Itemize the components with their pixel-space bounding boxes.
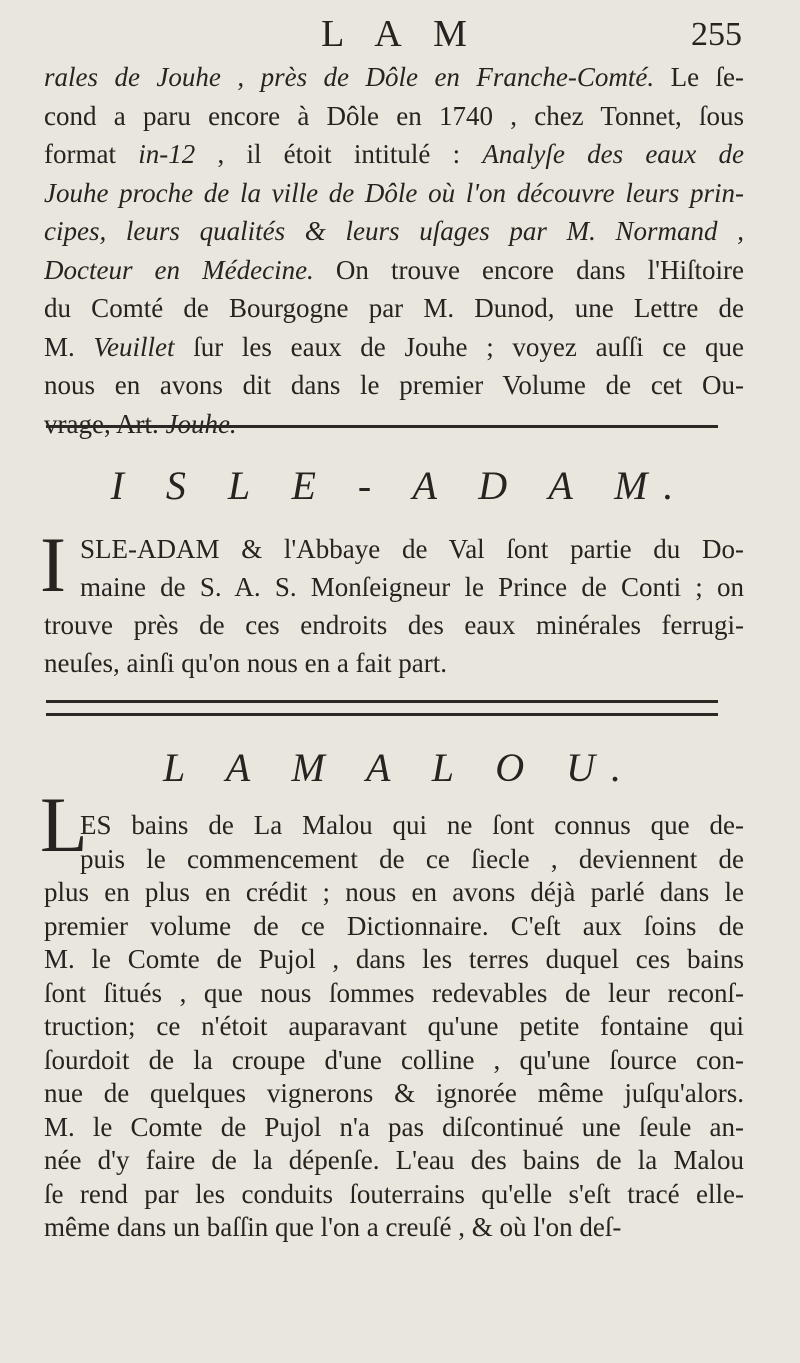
roman-text: née d'y faire de la dépenſe. L'eau des bains de la Malou [44, 1145, 744, 1175]
roman-text: SLE-ADAM & l'Abbaye de Val ſont partie du Do- [80, 534, 744, 564]
roman-text: Le ſe- [654, 62, 744, 92]
text-line [44, 1208, 744, 1246]
roman-text: plus en plus en crédit ; nous en avons déjà parlé dans le [44, 877, 744, 907]
italic-text: rales de Jouhe , près de Dôle en Franche-Comté. [44, 62, 655, 92]
roman-text: maine de S. A. S. Monſeigneur le Prince de Conti ; on [80, 572, 744, 602]
text-line [44, 174, 744, 212]
text-line [80, 530, 744, 568]
dropcap-isle-adam: I [40, 521, 66, 608]
page-number: 255 [691, 16, 742, 53]
text-line [44, 1108, 744, 1146]
roman-text: premier volume de ce Dictionnaire. C'eſt aux ſoins de [44, 910, 744, 941]
roman-text: truction; ce n'étoit auparavant qu'une petite fontaine qui [44, 1011, 744, 1041]
italic-text: Analyſe des eaux de [482, 139, 744, 169]
text-line [80, 806, 744, 844]
text-line [44, 1141, 744, 1179]
text-line [44, 940, 744, 978]
roman-text: trouve près de ces endroits des eaux minérales ferrugi- [44, 610, 744, 640]
roman-text: format [44, 139, 139, 169]
roman-text: puis le commencement de ce ſiecle , deviennent de [80, 843, 744, 874]
section-title-isle-adam: I S L E - A D A M. [110, 463, 690, 508]
roman-text: vrage, Art. [44, 408, 166, 439]
text-line [44, 58, 744, 96]
section-divider-thin [46, 425, 718, 428]
italic-text: Jouhe proche de la ville de Dôle où l'on découvre leurs prin- [44, 177, 744, 208]
text-line [44, 97, 744, 135]
italic-text: Jouhe. [165, 408, 237, 439]
roman-text: cond a paru encore à Dôle en 1740 , chez Tonnet, ſous [44, 100, 744, 131]
roman-text: ſont ſitués , que nous ſommes redevables de leur reconſ- [44, 977, 744, 1008]
roman-text: M. [44, 331, 94, 362]
roman-text: ES bains de La Malou qui ne ſont connus que de- [80, 810, 744, 840]
text-line [44, 251, 744, 289]
running-head [0, 10, 800, 60]
text-line [44, 1175, 744, 1213]
text-line [44, 1041, 744, 1079]
roman-text: M. le Comte de Pujol , dans les terres duquel ces bains [44, 944, 744, 974]
roman-text: neuſes, ainſi qu'on nous en a fait part. [44, 648, 448, 678]
text-line [44, 606, 744, 644]
roman-text: nous en avons dit dans le premier Volume de cet Ou- [44, 370, 744, 400]
text-line [44, 212, 744, 250]
text-line [44, 328, 744, 366]
text-line [80, 568, 744, 606]
roman-text: ſur les eaux de Jouhe ; voyez auſſi ce que [174, 331, 744, 362]
text-line [44, 135, 744, 173]
dropcap-la-malou: L [40, 781, 88, 868]
text-line [44, 644, 744, 682]
roman-text: nue de quelques vignerons & ignorée même juſqu'alors. [44, 1078, 744, 1108]
text-line [44, 907, 744, 945]
roman-text: ſe rend par les conduits ſouterrains qu'elle s'eſt tracé elle- [44, 1178, 744, 1209]
italic-text: Veuillet [93, 331, 175, 362]
roman-text: , il étoit intitulé : [195, 139, 483, 169]
text-line [44, 873, 744, 911]
italic-text: in-12 [138, 139, 196, 169]
text-line [44, 405, 744, 443]
text-line [44, 1074, 744, 1112]
roman-text: On trouve encore dans l'Hiſtoire [313, 254, 744, 285]
text-line [44, 1007, 744, 1045]
text-line [80, 840, 744, 878]
section-divider-double [46, 700, 718, 716]
roman-text: M. le Comte de Pujol n'a pas diſcontinué une ſeule an- [44, 1111, 744, 1142]
roman-text: du Comté de Bourgogne par M. Dunod, une Lettre de [44, 293, 744, 323]
italic-text: Docteur en Médecine. [44, 254, 314, 285]
section-title-la-malou: L A M A L O U. [162, 745, 638, 790]
italic-text: cipes, leurs qualités & leurs uſages par M. Normand , [44, 216, 744, 246]
roman-text: même dans un baſſin que l'on a creuſé , & où l'on deſ- [44, 1212, 622, 1242]
running-head-word: L A M [321, 13, 479, 55]
text-line [44, 289, 744, 327]
text-line [44, 366, 744, 404]
roman-text: ſourdoit de la croupe d'une colline , qu'une ſource con- [44, 1044, 744, 1075]
text-line [44, 974, 744, 1012]
